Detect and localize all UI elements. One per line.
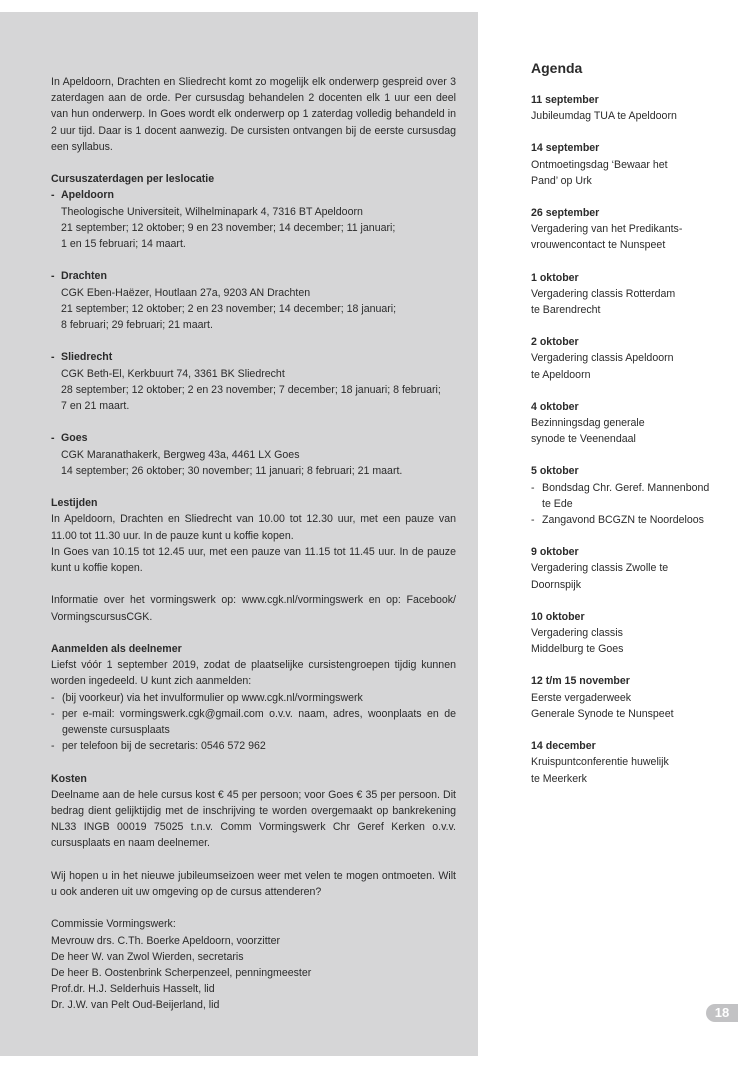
event-text: Pand’ op Urk	[531, 174, 592, 187]
event-text: Bondsdag Chr. Geref. Mannenbond te Ede	[542, 481, 710, 510]
agenda-event	[531, 92, 721, 124]
location-name: Apeldoorn	[61, 189, 114, 202]
event-date: 5 oktober	[531, 465, 579, 478]
list-item: - per telefoon bij de secretaris: 0546 572 962	[51, 738, 456, 754]
event-text: Vergadering classis Rotterdam	[531, 287, 676, 300]
location-sliedrecht	[51, 349, 456, 414]
event-text: synode te Veenendaal	[531, 433, 636, 446]
location-address: CGK Beth-El, Kerkbuurt 74, 3361 BK Sliedrecht	[61, 367, 285, 380]
list-item-text: per telefoon bij de secretaris: 0546 572 962	[62, 740, 266, 753]
commissie-member: De heer W. van Zwol Wierden, secretaris	[51, 950, 244, 963]
event-text: Bezinningsdag generale	[531, 417, 645, 430]
event-date: 26 september	[531, 207, 600, 220]
location-dates: 8 februari; 29 februari; 21 maart.	[61, 319, 213, 332]
event-text: vrouwencontact te Nunspeet	[531, 239, 666, 252]
agenda-event	[531, 334, 721, 383]
dash: -	[51, 351, 55, 364]
commissie-member: De heer B. Oostenbrink Scherpenzeel, penningmeester	[51, 967, 312, 980]
aanmelden-heading: Aanmelden als deelnemer	[51, 643, 182, 655]
location-dates: 21 september; 12 oktober; 9 en 23 november; 14 december; 11 januari;	[61, 221, 396, 234]
location-address: CGK Maranathakerk, Bergweg 43a, 4461 LX Goes	[61, 448, 300, 461]
location-dates: 7 en 21 maart.	[61, 400, 130, 413]
event-date: 14 september	[531, 142, 600, 155]
event-date: 9 oktober	[531, 546, 579, 559]
event-text: Middelburg te Goes	[531, 643, 624, 656]
intro-paragraph: In Apeldoorn, Drachten en Sliedrecht komt zo mogelijk elk onderwerp gespreid over 3 zaterdagen aan de orde. Per cursusdag behandelen 2 docenten elk 1 uur een deel van hun onderwerp. In Goes wordt elk onderwerp op 1 zaterdag volledig behandeld in 2 uur tijd. Daar is 1 docent aanwezig. De cursisten ontvangen bij de eerste cursusdag een syllabus.	[51, 76, 456, 153]
agenda-event	[531, 140, 721, 189]
dash: -	[51, 432, 55, 445]
agenda-event	[531, 609, 721, 658]
location-address: CGK Eben-Haëzer, Houtlaan 27a, 9203 AN Drachten	[61, 286, 311, 299]
aanmelden-text: Liefst vóór 1 september 2019, zodat de plaatselijke cursistengroepen tijdig kunnen worden ingedeeld. U kunt zich aanmelden:	[51, 659, 456, 688]
lestijden-text: In Apeldoorn, Drachten en Sliedrecht van 10.00 tot 12.30 uur, met een pauze van 11.00 tot 11.30 uur. In de pauze kunt u koffie kopen.	[51, 513, 456, 542]
page-number-badge: 18	[706, 1004, 738, 1022]
event-text: Ontmoetingsdag ‘Bewaar het	[531, 158, 668, 171]
locations-heading: Cursuszaterdagen per leslocatie	[51, 173, 215, 186]
event-text: te Meerkerk	[531, 772, 587, 785]
event-text: te Barendrecht	[531, 304, 601, 317]
location-name: Goes	[61, 432, 88, 445]
location-dates: 1 en 15 februari; 14 maart.	[61, 238, 186, 251]
event-date: 4 oktober	[531, 400, 579, 413]
location-name: Sliedrecht	[61, 351, 113, 364]
lestijden-heading: Lestijden	[51, 497, 98, 510]
agenda-event	[531, 205, 721, 254]
kosten-text: Deelname aan de hele cursus kost € 45 per persoon; voor Goes € 35 per persoon. Dit bedrag dient gelijktijdig met de inschrijving te worden overgemaakt op bankrekening NL33 INGB 00019 75025 t.n.v. Comm Vormingswerk Chr Geref Kerken o.v.v. cursusplaats en naam deelnemer.	[51, 788, 456, 850]
agenda-event	[531, 673, 721, 722]
event-date: 14 december	[531, 740, 596, 753]
dash: -	[51, 189, 55, 202]
location-name: Drachten	[61, 270, 107, 283]
commissie-heading: Commissie Vormingswerk:	[51, 918, 176, 931]
closing-paragraph: Wij hopen u in het nieuwe jubileumseizoen weer met velen te mogen ontmoeten. Wilt u ook anderen uit uw omgeving op de cursus attenderen?	[51, 869, 456, 899]
commissie-member: Dr. J.W. van Pelt Oud-Beijerland, lid	[51, 999, 220, 1012]
lestijden-text: In Goes van 10.15 tot 12.45 uur, met een pauze van 11.15 tot 11.45 uur. In de pauze kunt u koffie kopen.	[51, 545, 456, 575]
event-bullet: - Zangavond BCGZN te Noordeloos	[531, 512, 721, 528]
event-text: Vergadering classis	[531, 627, 623, 640]
event-date: 1 oktober	[531, 271, 579, 284]
list-item-text: per e-mail: vormingswerk.cgk@gmail.com o.v.v. naam, adres, woonplaats en de gewenste cursusplaats	[62, 707, 456, 737]
event-text: Doornspijk	[531, 578, 582, 591]
location-goes	[51, 430, 456, 479]
location-apeldoorn	[51, 187, 456, 252]
event-text: Jubileumdag TUA te Apeldoorn	[531, 110, 677, 123]
dash: -	[51, 270, 55, 283]
event-date: 12 t/m 15 november	[531, 675, 630, 688]
location-dates: 14 september; 26 oktober; 30 november; 11 januari; 8 februari; 21 maart.	[61, 464, 403, 477]
agenda-event	[531, 463, 721, 528]
location-drachten	[51, 268, 456, 333]
event-text: Zangavond BCGZN te Noordeloos	[542, 514, 704, 527]
event-text: Generale Synode te Nunspeet	[531, 707, 674, 720]
main-panel	[0, 12, 478, 1056]
agenda-event	[531, 270, 721, 319]
event-date: 11 september	[531, 94, 599, 106]
event-date: 2 oktober	[531, 336, 579, 349]
agenda-event	[531, 544, 721, 593]
location-address: Theologische Universiteit, Wilhelminapark 4, 7316 BT Apeldoorn	[61, 205, 363, 218]
event-bullet: - Bondsdag Chr. Geref. Mannenbond te Ede	[531, 480, 721, 512]
event-date: 10 oktober	[531, 610, 585, 623]
kosten-heading: Kosten	[51, 772, 87, 785]
event-text: Eerste vergaderweek	[531, 691, 632, 704]
main-column	[51, 74, 456, 1014]
list-item-text: (bij voorkeur) via het invulformulier op www.cgk.nl/vormingswerk	[62, 691, 363, 704]
agenda-sidebar	[531, 58, 721, 803]
commissie-member: Mevrouw drs. C.Th. Boerke Apeldoorn, voorzitter	[51, 934, 281, 947]
event-text: Vergadering classis Apeldoorn	[531, 352, 674, 365]
event-text: Kruispuntconferentie huwelijk	[531, 756, 669, 769]
commissie-member: Prof.dr. H.J. Selderhuis Hasselt, lid	[51, 983, 215, 996]
location-dates: 28 september; 12 oktober; 2 en 23 november; 7 december; 18 januari; 8 februari;	[61, 383, 441, 396]
agenda-event	[531, 399, 721, 448]
agenda-title: Agenda	[531, 60, 583, 76]
event-text: Vergadering van het Predikants-	[531, 223, 683, 236]
list-item: - per e-mail: vormingswerk.cgk@gmail.com o.v.v. naam, adres, woonplaats en de gewenste cursusplaats	[51, 706, 456, 738]
location-dates: 21 september; 12 oktober; 2 en 23 november; 14 december; 18 januari;	[61, 302, 397, 315]
event-text: te Apeldoorn	[531, 368, 591, 381]
info-paragraph: Informatie over het vormingswerk op: www.cgk.nl/vormingswerk en op: Facebook/ VormingscursusCGK.	[51, 594, 456, 623]
agenda-event	[531, 738, 721, 787]
event-text: Vergadering classis Zwolle te	[531, 562, 669, 575]
list-item: - (bij voorkeur) via het invulformulier op www.cgk.nl/vormingswerk	[51, 690, 456, 706]
